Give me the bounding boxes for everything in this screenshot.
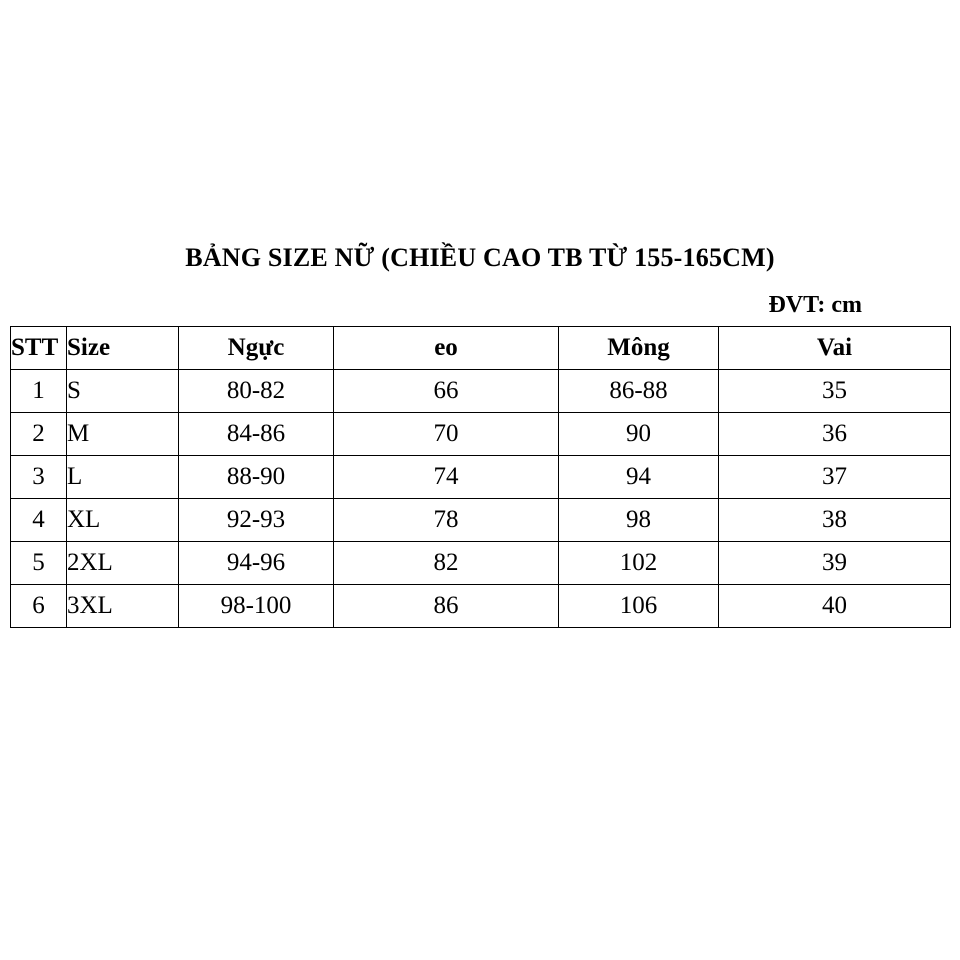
cell-nguc: 84-86: [179, 413, 334, 456]
table-header-row: [11, 327, 951, 370]
cell-mong: 98: [559, 499, 719, 542]
cell-vai: 40: [719, 585, 951, 628]
cell-eo: 78: [334, 499, 559, 542]
cell-size: M: [67, 413, 179, 456]
column-header-vai: Vai: [719, 327, 951, 370]
cell-size: L: [67, 456, 179, 499]
cell-size: XL: [67, 499, 179, 542]
cell-eo: 82: [334, 542, 559, 585]
cell-eo: 70: [334, 413, 559, 456]
cell-nguc: 88-90: [179, 456, 334, 499]
cell-stt: 1: [11, 370, 67, 413]
table-row: [11, 542, 951, 585]
table-row: [11, 370, 951, 413]
cell-size: 2XL: [67, 542, 179, 585]
column-header-nguc: Ngực: [179, 327, 334, 370]
cell-size: 3XL: [67, 585, 179, 628]
table-row: [11, 585, 951, 628]
cell-size: S: [67, 370, 179, 413]
cell-stt: 5: [11, 542, 67, 585]
cell-nguc: 80-82: [179, 370, 334, 413]
table-row: [11, 499, 951, 542]
cell-vai: 37: [719, 456, 951, 499]
column-header-stt: STT: [11, 327, 67, 370]
cell-vai: 39: [719, 542, 951, 585]
cell-vai: 38: [719, 499, 951, 542]
cell-eo: 86: [334, 585, 559, 628]
cell-nguc: 92-93: [179, 499, 334, 542]
cell-vai: 36: [719, 413, 951, 456]
column-header-eo: eo: [334, 327, 559, 370]
cell-mong: 106: [559, 585, 719, 628]
cell-nguc: 98-100: [179, 585, 334, 628]
cell-vai: 35: [719, 370, 951, 413]
cell-mong: 94: [559, 456, 719, 499]
page-title: BẢNG SIZE NỮ (CHIỀU CAO TB TỪ 155-165CM): [185, 243, 775, 272]
size-table: [10, 326, 951, 628]
table-row: [11, 413, 951, 456]
cell-eo: 66: [334, 370, 559, 413]
column-header-mong: Mông: [559, 327, 719, 370]
cell-mong: 90: [559, 413, 719, 456]
cell-stt: 3: [11, 456, 67, 499]
cell-mong: 86-88: [559, 370, 719, 413]
cell-stt: 2: [11, 413, 67, 456]
cell-stt: 6: [11, 585, 67, 628]
column-header-size: Size: [67, 327, 179, 370]
cell-eo: 74: [334, 456, 559, 499]
cell-nguc: 94-96: [179, 542, 334, 585]
unit-note: ĐVT: cm: [768, 292, 862, 318]
cell-mong: 102: [559, 542, 719, 585]
cell-stt: 4: [11, 499, 67, 542]
table-row: [11, 456, 951, 499]
